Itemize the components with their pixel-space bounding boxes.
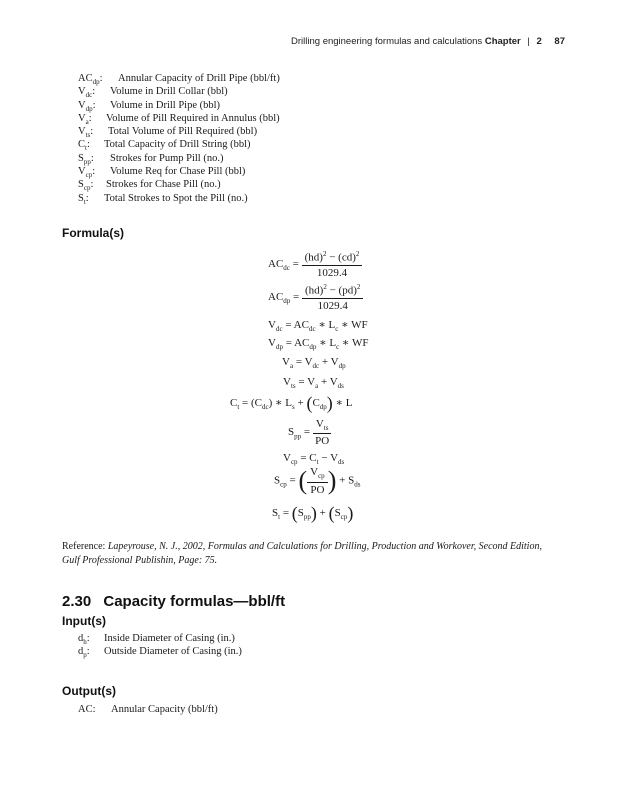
equation-v-a: $V_a = V_{dc} + V_{dp}$	[282, 356, 346, 371]
definition-symbol: $AC_{dp}$:	[78, 73, 103, 87]
definition-symbol: $V_a$:	[78, 112, 92, 126]
fraction: $\frac{V_{cp}}{PO}$	[307, 466, 328, 495]
input-symbol: $d_h$:	[78, 633, 90, 647]
output-item	[78, 703, 478, 716]
input-item	[78, 645, 478, 658]
fraction: $\frac{(hd)^2 - (cd)^2}{1029.4}$	[302, 250, 363, 279]
definition-symbol: $S_{pp}$:	[78, 152, 94, 166]
reference-lead: Reference:	[62, 541, 106, 552]
output-symbol: AC:	[78, 704, 96, 715]
definition-symbol: $S_t$:	[78, 192, 89, 206]
definition-text: Volume of Pill Required in Annulus (bbl)	[106, 112, 280, 124]
chapter-label: Chapter	[484, 36, 521, 47]
section-title	[62, 593, 285, 610]
equation-ac-dc: $AC_{dc}$ = $\frac{(hd)^2 - (cd)^2}{1029.4}$	[268, 250, 362, 279]
definition-text: Total Capacity of Drill String (bbl)	[104, 139, 251, 151]
definition-item	[78, 85, 478, 98]
output-text: Annular Capacity (bbl/ft)	[111, 704, 218, 715]
definition-text: Volume in Drill Collar (bbl)	[110, 86, 228, 98]
definition-item	[78, 99, 478, 112]
definition-text: Volume in Drill Pipe (bbl)	[110, 99, 221, 111]
input-text: Outside Diameter of Casing (in.)	[104, 646, 242, 658]
inputs-heading: Input(s)	[62, 614, 106, 628]
page-number: 87	[554, 36, 565, 47]
reference-citation	[62, 540, 562, 568]
input-symbol: $d_p$:	[78, 646, 90, 660]
definition-symbol: $V_{dp}$:	[78, 99, 96, 113]
definition-text: Volume Req for Chase Pill (bbl)	[110, 166, 246, 178]
outputs-heading: Output(s)	[62, 684, 116, 698]
input-definitions	[78, 632, 478, 659]
equation-v-cp: $V_{cp} = C_t - V_{ds}$	[283, 452, 345, 467]
definition-text: Total Strokes to Spot the Pill (no.)	[104, 192, 248, 204]
formulas-heading: Formula(s)	[62, 226, 125, 240]
chapter-number: 2	[536, 36, 542, 47]
definition-symbol: $V_{cp}$:	[78, 166, 96, 180]
equation-v-dp: $V_{dp} = AC_{dp}$ ∗ $L_c$ ∗ WF	[268, 337, 369, 352]
definition-text: Total Volume of Pill Required (bbl)	[108, 126, 258, 138]
fraction: $\frac{V_{ts}}{PO}$	[313, 418, 332, 447]
definition-text: Annular Capacity of Drill Pipe (bbl/ft)	[118, 73, 280, 84]
definition-symbol: $C_t$:	[78, 139, 90, 153]
equation-c-t: $C_t = (C_{dc})$ ∗ $L_s + (C_{dp})$ ∗ L	[230, 393, 353, 413]
equation-s-t: $S_t = (S_{pp}) + (S_{cp})$	[272, 503, 354, 523]
definition-item	[78, 165, 478, 178]
equation-s-pp: $S_{pp}$ = $\frac{V_{ts}}{PO}$	[288, 418, 331, 447]
definition-item	[78, 125, 478, 138]
definition-symbol: $S_{cp}$:	[78, 179, 94, 193]
section-title-text: Capacity formulas—bbl/ft	[103, 593, 286, 610]
definition-symbol: $V_{ts}$:	[78, 126, 94, 140]
equation-v-dc: $V_{dc} = AC_{dc}$ ∗ $L_c$ ∗ WF	[268, 319, 368, 334]
section-number: 2.30	[62, 593, 92, 610]
definition-text: Strokes for Pump Pill (no.)	[110, 152, 224, 164]
definition-item	[78, 138, 478, 151]
reference-text: Lapeyrouse, N. J., 2002, Formulas and Calculations for Drilling, Production and Workover, Second Edition, Gulf Professional Publishin, Page: 75.	[62, 541, 542, 566]
definition-item	[78, 192, 478, 205]
fraction: $\frac{(hd)^2 - (pd)^2}{1029.4}$	[302, 283, 363, 312]
definition-item	[78, 152, 478, 165]
input-item	[78, 632, 478, 645]
definition-item	[78, 112, 478, 125]
output-definitions	[78, 72, 478, 205]
definition-item	[78, 72, 478, 85]
output-list	[78, 703, 478, 716]
definition-item	[78, 178, 478, 191]
definition-symbol: $V_{dc}$:	[78, 86, 96, 100]
equation-ac-dp: $AC_{dp}$ = $\frac{(hd)^2 - (pd)^2}{1029.4}$	[268, 283, 363, 312]
header-separator: |	[527, 36, 530, 47]
running-title: Drilling engineering formulas and calculations	[291, 36, 483, 47]
equation-s-cp: $S_{cp}$ = ( $\frac{V_{cp}}{PO}$ ) + $S_{ds}$	[274, 466, 361, 496]
running-header	[291, 36, 565, 47]
input-text: Inside Diameter of Casing (in.)	[104, 633, 235, 644]
equation-v-ts: $V_{ts} = V_a + V_{ds}$	[283, 376, 344, 391]
definition-text: Strokes for Chase Pill (no.)	[106, 179, 221, 191]
